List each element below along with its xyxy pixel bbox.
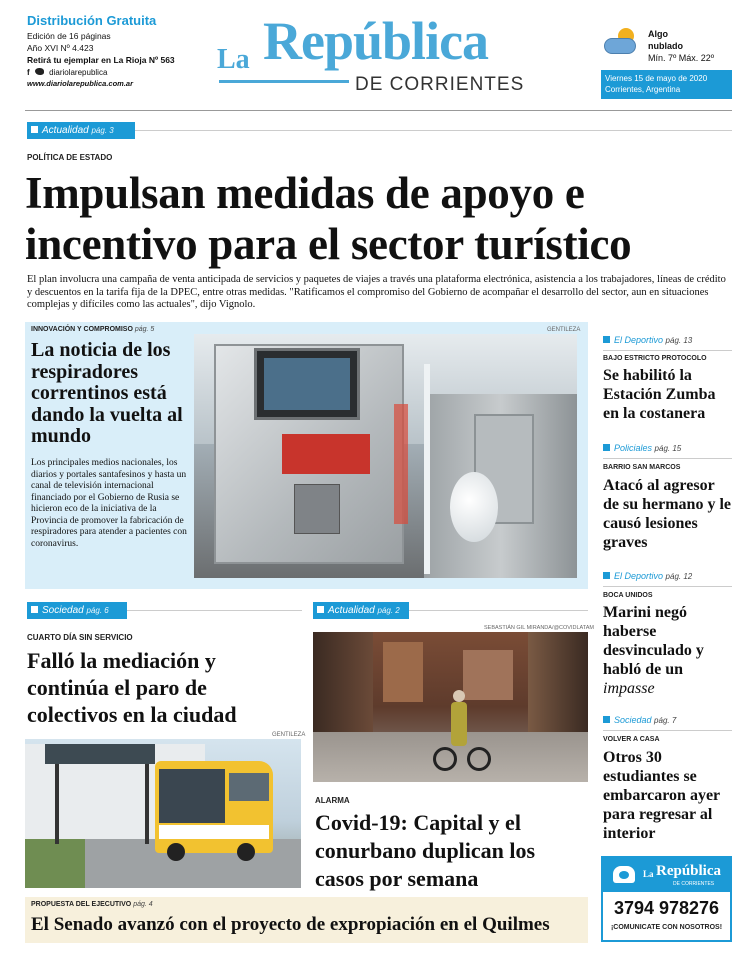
date-box [601,70,732,99]
feature-kicker: INNOVACIÓN Y COMPROMISO pág. 5 [31,326,155,333]
bus-photo[interactable] [25,739,301,888]
sidebar-kicker-2: BARRIO SAN MARCOS [603,464,681,471]
ad-logo-sub: DE CORRIENTES [673,881,715,887]
sidebar-headline-3[interactable]: Marini negó haberse desvinculado y habló de un impasse [603,604,704,697]
weather-temps: Mín. 7º Máx. 22º [648,53,715,63]
social-row [27,68,217,77]
masthead-left [27,13,217,88]
covid-headline[interactable]: Covid-19: Capital y el conurbano duplican los casos por semana [315,810,536,891]
edition-place: Corrientes, Argentina [605,85,681,94]
phone-icon [613,866,635,883]
respirator-photo[interactable] [194,334,577,578]
weather-icon [604,28,640,56]
sidebar-headline-2[interactable]: Atacó al agresor de su hermano y le causó lesiones graves [603,477,731,551]
feature-body: Los principales medios nacionales, los diarios y portales santafesinos y hasta un canal de televisión internacional financiado por el Gobierno de Rusia se hicieron eco de la iniciativa de la Provincia de promover la fabricación de respiradores para atender a pacientes con coronavirus. [31,458,187,549]
sidebar-section-2[interactable]: Policiales pág. 15 [603,443,681,453]
section-tag-actualidad-2[interactable]: Actualidad pág. 2 [313,602,409,619]
section-tag-actualidad[interactable]: Actualidad pág. 3 [27,122,135,139]
lead-kicker: POLÍTICA DE ESTADO [27,153,113,162]
ad-logo-republica: República [656,863,722,879]
weather-desc-1: Algo [648,29,668,39]
weather-text [648,28,714,64]
feature-headline[interactable]: La noticia de los respiradores correntinos está dando la vuelta al mundo [31,339,183,447]
society-headline[interactable]: Falló la mediación y continúa el paro de colectivos en la ciudad [27,648,237,727]
lead-body: El plan involucra una campaña de venta anticipada de servicios y paquetes de viajes a través una plataforma electrónica, asistencia a los trabajadores, líneas de crédito y descuentos en la tarifa fija de la DPEC, entre otras medidas. "Ratificamos el compromiso del Gobierno de acompañar el desarrollo del sector, aun en situaciones complejas y difíciles como las actuales", dijo Vignolo. [27,274,726,310]
covid-credit: SEBASTIÁN GIL MIRANDA/@COVIDLATAM [484,625,594,631]
edition-number: Año XVI Nº 4.423 [27,43,94,53]
section-tag-sociedad[interactable]: Sociedad pág. 6 [27,602,127,619]
sidebar-section-4[interactable]: Sociedad pág. 7 [603,715,676,725]
weather-desc-2: nublado [648,41,683,51]
free-distribution: Distribución Gratuita [27,13,157,28]
contact-ad[interactable] [601,856,732,942]
covid-kicker: ALARMA [315,796,350,805]
bottom-kicker: PROPUESTA DEL EJECUTIVO pág. 4 [31,901,153,908]
feature-credit: GENTILEZA [547,327,581,333]
ad-logo-la: La [643,869,654,879]
facebook-icon[interactable]: f [27,68,30,77]
edition-date: Viernes 15 de mayo de 2020 [605,74,708,83]
logo-rule [219,80,349,83]
ad-phone-number[interactable]: 3794 978276 [613,898,720,918]
edition-pages: Edición de 16 páginas [27,31,111,41]
website-link[interactable]: www.diariolarepublica.com.ar [27,79,134,88]
sidebar-section-1[interactable]: El Deportivo pág. 13 [603,335,692,345]
sidebar-kicker-4: VOLVER A CASA [603,736,660,743]
logo[interactable] [217,11,547,100]
sidebar-headline-1[interactable]: Se habilitó la Estación Zumba en la costanera [603,367,716,422]
pickup-info: Retirá tu ejemplar en La Rioja Nº 563 [27,55,175,65]
sidebar-headline-4[interactable]: Otros 30 estudiantes se embarcaron ayer para regresar al interior [603,749,720,842]
logo-republica: República [263,11,489,71]
lead-headline[interactable]: Impulsan medidas de apoyo e incentivo para el sector turístico [25,168,632,269]
logo-la: La [217,44,250,75]
sidebar-kicker-3: BOCA UNIDOS [603,592,653,599]
sidebar-section-3[interactable]: El Deportivo pág. 12 [603,571,692,581]
sidebar-kicker-1: BAJO ESTRICTO PROTOCOLO [603,355,707,362]
social-handle[interactable]: diariolarepublica [49,68,108,77]
society-credit: GENTILEZA [272,732,306,738]
twitter-icon[interactable] [35,68,44,75]
society-kicker: CUARTO DÍA SIN SERVICIO [27,633,133,642]
logo-subtitle: DE CORRIENTES [355,74,525,95]
bottom-headline[interactable]: El Senado avanzó con el proyecto de expropiación en el Quilmes [31,914,550,935]
covid-photo[interactable] [313,632,588,782]
ad-cta[interactable]: ¡COMUNICATE CON NOSOTROS! [610,924,723,931]
